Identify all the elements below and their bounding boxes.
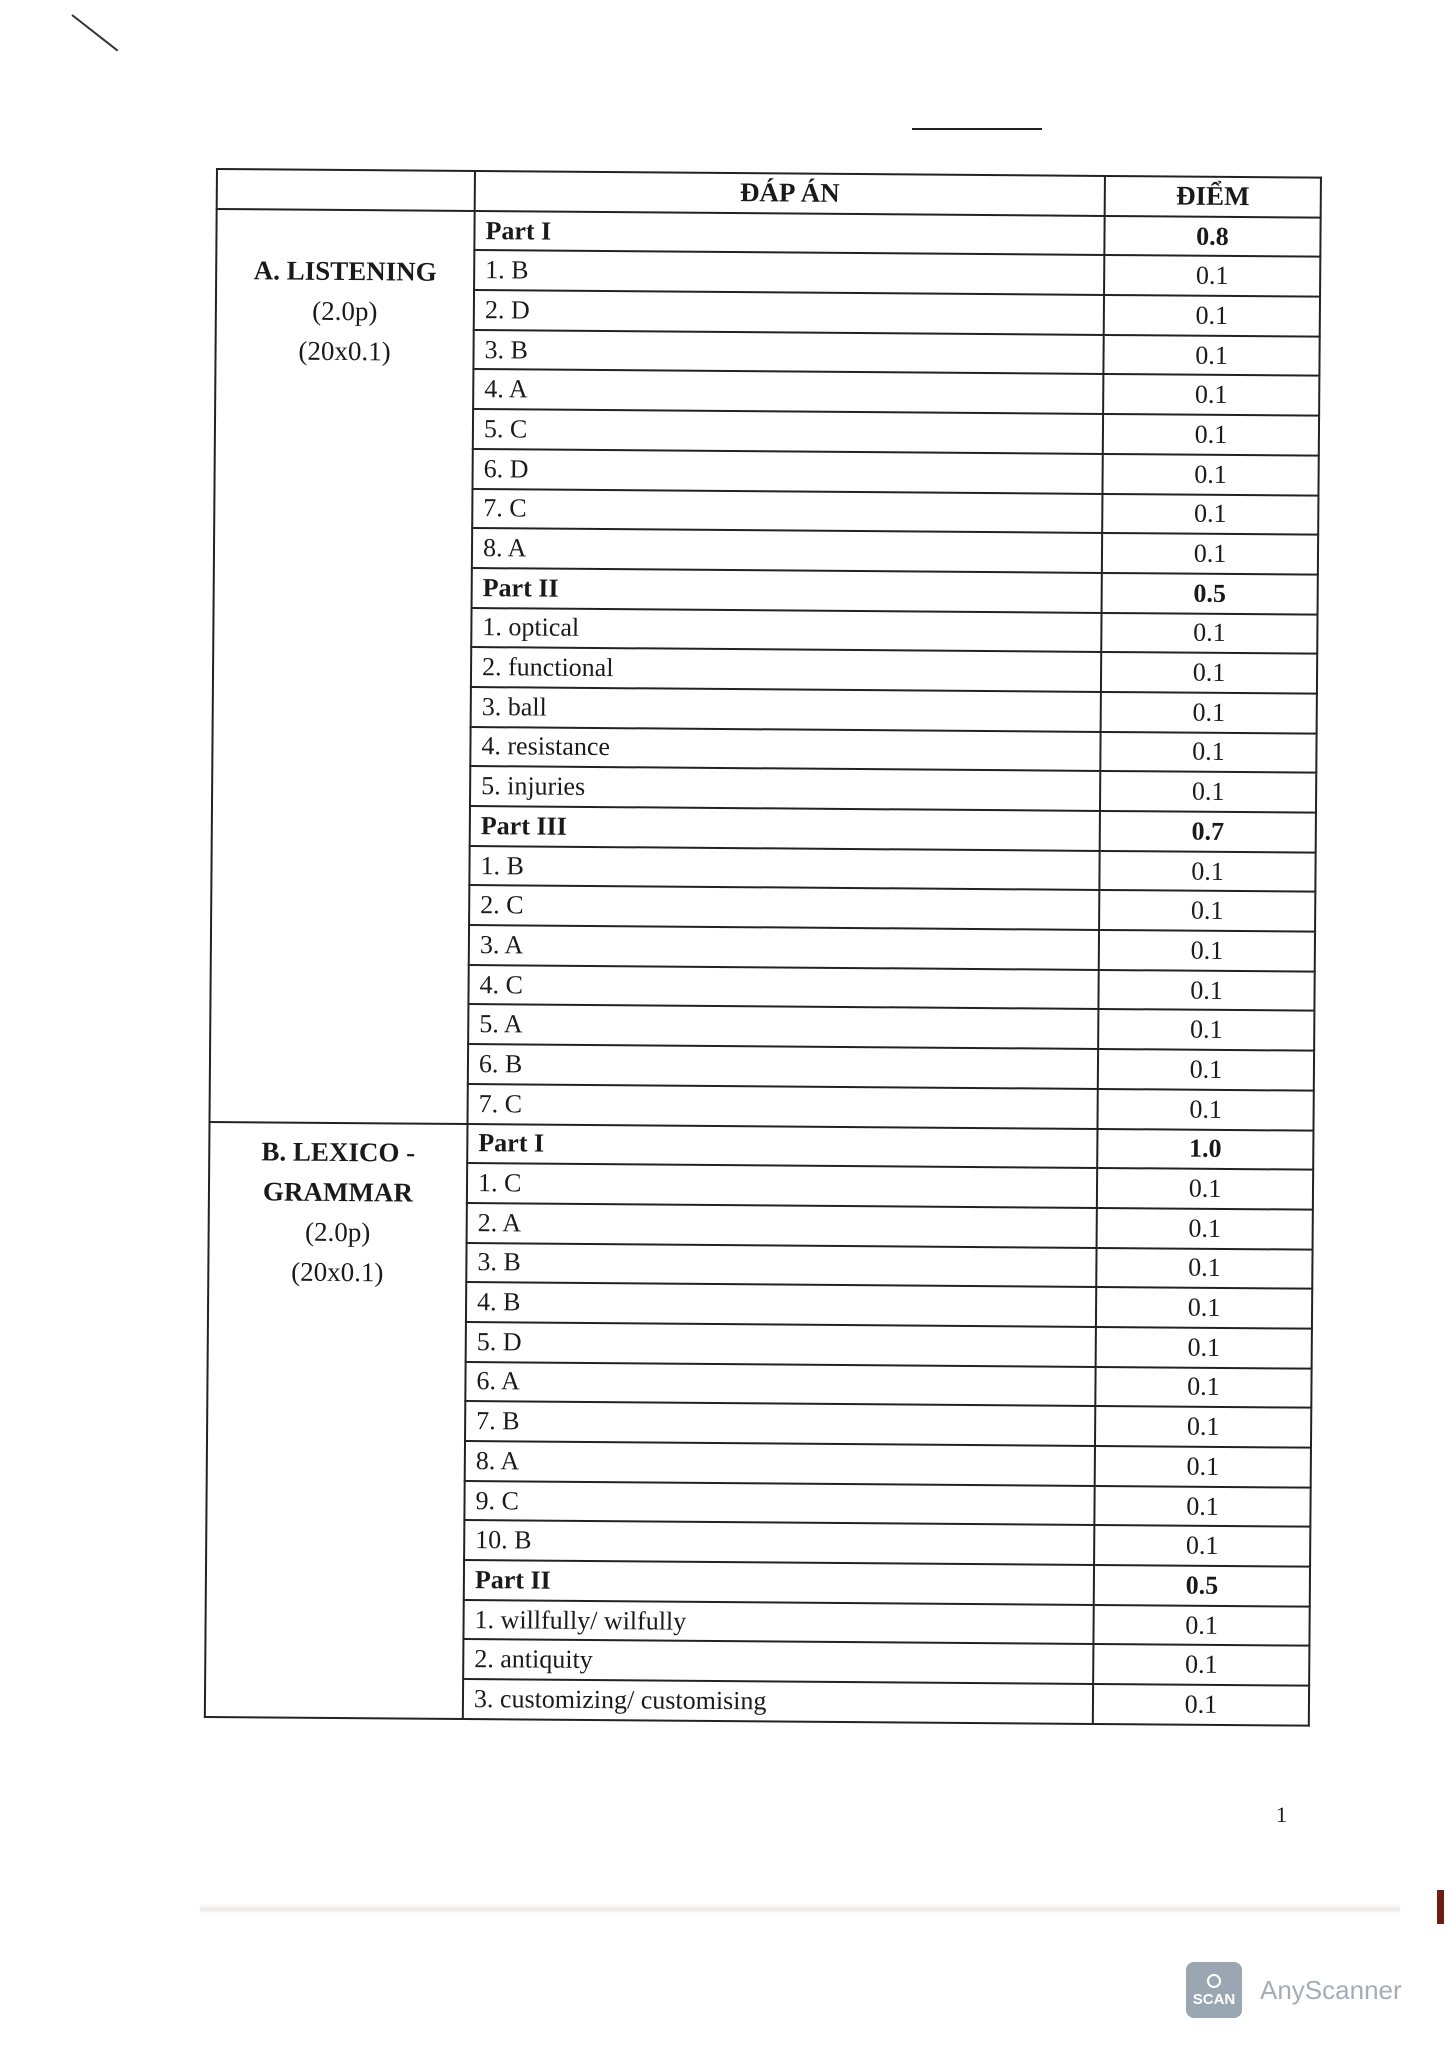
score-cell: 0.1	[1094, 1525, 1310, 1566]
header-section-cell	[217, 169, 475, 211]
answer-cell: 10. B	[464, 1520, 1094, 1565]
answer-cell: 3. customizing/ customising	[463, 1679, 1093, 1724]
section-title: B. LEXICO - GRAMMAR	[261, 1135, 416, 1208]
answer-key-table	[204, 168, 1322, 1726]
table-row	[209, 1121, 1313, 1169]
answer-cell: 5. injuries	[470, 766, 1100, 811]
part-heading: Part II	[472, 568, 1102, 613]
answer-cell: 4. B	[466, 1282, 1096, 1327]
score-cell: 0.1	[1093, 1684, 1309, 1725]
score-cell: 0.1	[1099, 851, 1315, 892]
score-cell: 0.1	[1098, 970, 1314, 1011]
score-cell: 0.1	[1099, 890, 1315, 931]
score-cell: 0.1	[1102, 533, 1318, 574]
answer-cell: 2. D	[474, 290, 1104, 335]
score-cell: 0.1	[1102, 454, 1318, 495]
answer-cell: 6. A	[465, 1362, 1095, 1407]
score-cell: 0.1	[1103, 335, 1319, 376]
page-number: 1	[1276, 1802, 1287, 1827]
section-detail: (20x0.1)	[298, 335, 391, 367]
answer-cell: 6. B	[468, 1044, 1098, 1089]
answer-cell: 4. A	[473, 369, 1103, 414]
score-cell: 0.1	[1097, 1208, 1313, 1249]
score-cell: 0.1	[1095, 1367, 1311, 1408]
scanner-logo-text: SCAN	[1192, 1990, 1236, 2008]
answer-cell: 1. B	[474, 250, 1104, 295]
answer-cell: 3. ball	[471, 687, 1101, 732]
section-cell	[205, 1121, 468, 1718]
part-score: 0.5	[1094, 1565, 1310, 1606]
score-cell: 0.1	[1104, 255, 1320, 296]
score-cell: 0.1	[1100, 732, 1316, 773]
part-heading: Part III	[470, 806, 1100, 851]
answer-cell: 1. willfully/ wilfully	[463, 1600, 1093, 1645]
score-cell: 0.1	[1103, 374, 1319, 415]
score-cell: 0.1	[1102, 493, 1318, 534]
score-cell: 0.1	[1104, 295, 1320, 336]
score-cell: 0.1	[1096, 1287, 1312, 1328]
scanner-brand: AnyScanner	[1260, 1974, 1402, 2005]
part-heading: Part II	[464, 1560, 1094, 1605]
answer-cell: 1. optical	[471, 608, 1101, 653]
part-score: 0.5	[1102, 573, 1318, 614]
section-detail: (2.0p)	[304, 1216, 371, 1247]
score-cell: 0.1	[1095, 1446, 1311, 1487]
header-rule	[912, 128, 1042, 130]
score-cell: 0.1	[1101, 613, 1317, 654]
part-score: 1.0	[1097, 1128, 1313, 1169]
answer-cell: 7. C	[472, 489, 1102, 534]
section-title: A. LISTENING	[253, 254, 437, 287]
answer-cell: 5. D	[466, 1322, 1096, 1367]
score-cell: 0.1	[1097, 1168, 1313, 1209]
scan-shadow-band	[200, 1904, 1400, 1914]
header-answer: ĐÁP ÁN	[475, 171, 1105, 216]
answer-cell: 5. A	[468, 1004, 1098, 1049]
part-heading: Part I	[474, 211, 1104, 256]
answer-cell: 7. B	[465, 1401, 1095, 1446]
answer-cell: 8. A	[465, 1441, 1095, 1486]
answer-cell: 6. D	[472, 449, 1102, 494]
score-cell: 0.1	[1093, 1644, 1309, 1685]
score-cell: 0.1	[1103, 414, 1319, 455]
answer-cell: 2. functional	[471, 647, 1101, 692]
scanner-logo-icon	[1186, 1962, 1242, 2018]
part-heading: Part I	[467, 1124, 1097, 1169]
section-detail: (20x0.1)	[291, 1256, 384, 1287]
score-cell: 0.1	[1096, 1248, 1312, 1289]
score-cell: 0.1	[1097, 1089, 1313, 1130]
edge-mark	[1437, 1890, 1444, 1924]
part-score: 0.7	[1100, 811, 1316, 852]
answer-cell: 3. A	[469, 925, 1099, 970]
score-cell: 0.1	[1101, 652, 1317, 693]
answer-cell: 1. C	[467, 1163, 1097, 1208]
answer-cell: 3. B	[473, 330, 1103, 375]
answer-cell: 7. C	[468, 1084, 1098, 1129]
answer-cell: 2. C	[469, 885, 1099, 930]
score-cell: 0.1	[1098, 1009, 1314, 1050]
answer-sheet	[204, 168, 1320, 1726]
answer-cell: 9. C	[464, 1481, 1094, 1526]
table-row	[216, 209, 1320, 257]
section-cell	[210, 209, 475, 1124]
answer-cell: 3. B	[466, 1243, 1096, 1288]
answer-cell: 4. resistance	[470, 727, 1100, 772]
score-cell: 0.1	[1098, 1049, 1314, 1090]
answer-cell: 2. A	[467, 1203, 1097, 1248]
scanner-watermark	[1186, 1964, 1402, 2016]
corner-pen-mark	[71, 14, 118, 51]
score-cell: 0.1	[1093, 1605, 1309, 1646]
score-cell: 0.1	[1094, 1486, 1310, 1527]
score-cell: 0.1	[1100, 771, 1316, 812]
answer-cell: 8. A	[472, 528, 1102, 573]
score-cell: 0.1	[1095, 1406, 1311, 1447]
table-body	[205, 209, 1321, 1726]
section-detail: (2.0p)	[312, 295, 378, 326]
score-cell: 0.1	[1101, 692, 1317, 733]
answer-cell: 2. antiquity	[463, 1639, 1093, 1684]
answer-cell: 5. C	[473, 409, 1103, 454]
answer-cell: 1. B	[469, 846, 1099, 891]
part-score: 0.8	[1104, 216, 1320, 257]
score-cell: 0.1	[1099, 930, 1315, 971]
answer-cell: 4. C	[468, 965, 1098, 1010]
score-cell: 0.1	[1096, 1327, 1312, 1368]
header-score: ĐIỂM	[1105, 176, 1321, 217]
